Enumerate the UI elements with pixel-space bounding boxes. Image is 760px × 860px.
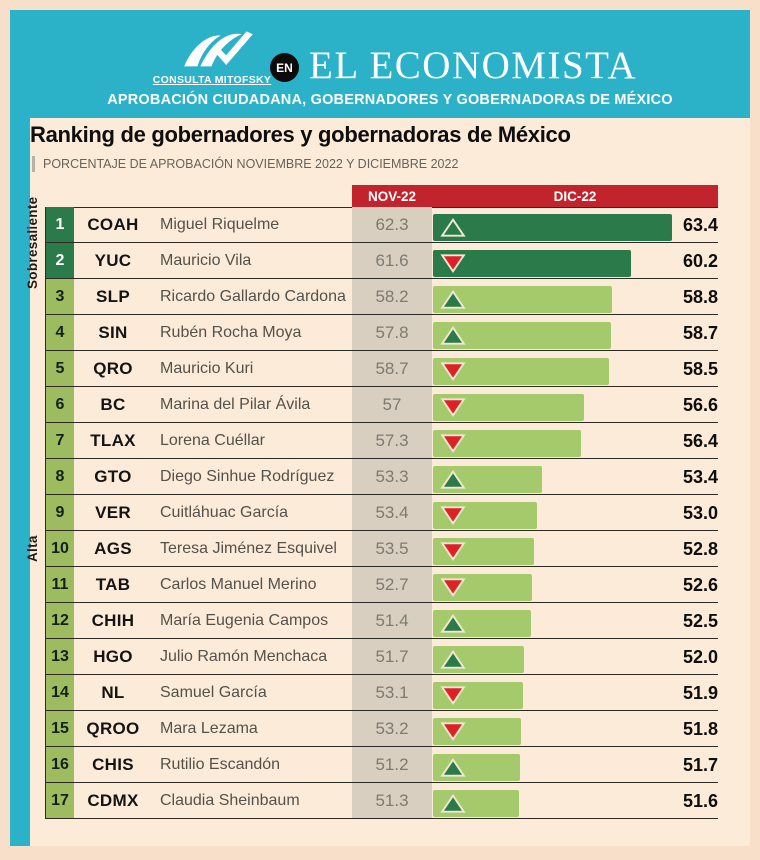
approval-bar: [433, 502, 537, 529]
nov-value: 57.8: [352, 315, 432, 351]
tier-spacer: [20, 675, 45, 711]
approval-bar: [433, 430, 581, 457]
approval-bar: [433, 682, 523, 709]
state-code: SLP: [96, 287, 130, 306]
governor-name: Teresa Jiménez Esquivel: [160, 540, 337, 557]
nov-value: 57: [352, 387, 432, 423]
rank-badge: 12: [45, 603, 74, 639]
tier-label-alta: Alta: [25, 535, 40, 563]
state-code: HGO: [93, 647, 133, 666]
approval-bar: [433, 286, 612, 313]
tier-spacer: [20, 531, 45, 567]
bar-zone: [432, 675, 718, 711]
triangle-down-icon: [440, 433, 466, 454]
governor-name: Cuitláhuac García: [160, 504, 289, 521]
rank-badge: 13: [45, 639, 74, 675]
tier-spacer: [20, 747, 45, 783]
state-code: QRO: [93, 359, 133, 378]
governor-name: Diego Sinhue Rodríguez: [160, 468, 335, 485]
governor-name: Carlos Manuel Merino: [160, 576, 317, 593]
dic-value: 53.4: [682, 466, 718, 487]
rank-badge: 16: [45, 747, 74, 783]
bar-zone: [432, 207, 718, 243]
approval-bar: [433, 466, 542, 493]
state-code: CHIH: [91, 611, 135, 630]
bar-zone: [432, 387, 718, 423]
state-code: NL: [101, 683, 125, 702]
rank-badge: 8: [45, 459, 74, 495]
dic-value: 60.2: [682, 250, 718, 271]
bar-zone: [432, 351, 718, 387]
approval-bar: [433, 610, 531, 637]
governor-name: Lorena Cuéllar: [160, 432, 265, 449]
nov-value: 62.3: [352, 207, 432, 243]
nov-value: 51.7: [352, 639, 432, 675]
table-row: [20, 459, 740, 495]
triangle-down-icon: [440, 505, 466, 526]
approval-bar: [433, 718, 521, 745]
state-code: AGS: [94, 539, 132, 558]
en-badge: EN: [270, 53, 299, 82]
state-code: YUC: [94, 251, 132, 270]
triangle-down-icon: [440, 685, 466, 706]
dic-value: 58.5: [682, 358, 718, 379]
tier-spacer: [20, 243, 45, 279]
table-row: [20, 603, 740, 639]
column-header: [352, 185, 718, 207]
triangle-up-icon: [440, 613, 466, 634]
triangle-down-icon: [440, 577, 466, 598]
bar-zone: [432, 567, 718, 603]
table-row: [20, 351, 740, 387]
table-row: [20, 423, 740, 459]
mitofsky-bird-icon: [178, 30, 266, 72]
governor-name: Julio Ramón Menchaca: [160, 648, 328, 665]
table-row: [20, 711, 740, 747]
governor-name: María Eugenia Campos: [160, 612, 329, 629]
governor-name: Ricardo Gallardo Cardona: [160, 288, 346, 305]
nov-value: 57.3: [352, 423, 432, 459]
triangle-down-icon: [440, 361, 466, 382]
nov-value: 51.4: [352, 603, 432, 639]
approval-bar: [433, 754, 520, 781]
table-row: [20, 783, 740, 819]
brand-title: EL ECONOMISTA: [309, 44, 637, 87]
nov-value: 53.4: [352, 495, 432, 531]
governor-name: Rutilio Escandón: [160, 756, 281, 773]
governor-name: Claudia Sheinbaum: [160, 792, 300, 809]
rank-badge: 10: [45, 531, 74, 567]
bar-zone: [432, 243, 718, 279]
bar-zone: [432, 603, 718, 639]
triangle-up-icon: [440, 217, 466, 238]
tier-spacer: [20, 639, 45, 675]
nov-value: 52.7: [352, 567, 432, 603]
rank-badge: 5: [45, 351, 74, 387]
governor-name: Mauricio Kuri: [160, 360, 254, 377]
triangle-up-icon: [440, 649, 466, 670]
triangle-up-icon: [440, 793, 466, 814]
nov-value: 58.7: [352, 351, 432, 387]
dic-value: 51.9: [682, 682, 718, 703]
rank-badge: 14: [45, 675, 74, 711]
nov-value: 61.6: [352, 243, 432, 279]
dic-value: 51.6: [682, 790, 718, 811]
governor-name: Mara Lezama: [160, 720, 258, 737]
table-row: [20, 243, 740, 279]
dic-value: 52.5: [682, 610, 718, 631]
nov-value: 51.2: [352, 747, 432, 783]
bar-zone: [432, 639, 718, 675]
bar-zone: [432, 423, 718, 459]
dic-value: 51.7: [682, 754, 718, 775]
bar-zone: [432, 495, 718, 531]
approval-bar: [433, 646, 524, 673]
state-code: SIN: [98, 323, 128, 342]
page-title: Ranking de gobernadores y gobernadoras de México: [30, 122, 571, 147]
page-subtitle: PORCENTAJE DE APROBACIÓN NOVIEMBRE 2022 Y DICIEMBRE 2022: [32, 156, 458, 172]
mitofsky-logo-text: CONSULTA MITOFSKY: [152, 74, 272, 86]
dic-value: 52.0: [682, 646, 718, 667]
tier-spacer: [20, 495, 45, 531]
tier-spacer: [20, 315, 45, 351]
nov-value: 51.3: [352, 783, 432, 819]
tier-spacer: [20, 351, 45, 387]
rank-badge: 6: [45, 387, 74, 423]
bar-zone: [432, 747, 718, 783]
tier-spacer: [20, 279, 45, 315]
bar-zone: [432, 711, 718, 747]
bar-zone: [432, 783, 718, 819]
state-code: CHIS: [92, 755, 134, 774]
nov-column-header: NOV-22: [367, 188, 417, 204]
triangle-up-icon: [440, 469, 466, 490]
rank-badge: 7: [45, 423, 74, 459]
nov-value: 53.1: [352, 675, 432, 711]
governor-name: Miguel Riquelme: [160, 216, 280, 233]
state-code: TLAX: [90, 431, 136, 450]
tier-spacer: [20, 207, 45, 243]
governor-name: Mauricio Vila: [160, 252, 252, 269]
tier-spacer: [20, 783, 45, 819]
approval-bar: [433, 322, 611, 349]
state-code: COAH: [87, 215, 139, 234]
state-code: TAB: [95, 575, 131, 594]
triangle-down-icon: [440, 721, 466, 742]
table-row: [20, 531, 740, 567]
approval-bar: [433, 538, 534, 565]
dic-value: 52.8: [682, 538, 718, 559]
nov-value: 53.5: [352, 531, 432, 567]
rank-badge: 17: [45, 783, 74, 819]
table-row: [20, 279, 740, 315]
table-row: [20, 315, 740, 351]
rank-badge: 1: [45, 207, 74, 243]
rank-badge: 11: [45, 567, 74, 603]
table-row: [20, 495, 740, 531]
state-code: QROO: [86, 719, 140, 738]
table-row: [20, 747, 740, 783]
tier-spacer: [20, 459, 45, 495]
rank-badge: 15: [45, 711, 74, 747]
table-row: [20, 387, 740, 423]
nov-value: 53.2: [352, 711, 432, 747]
tier-spacer: [20, 567, 45, 603]
state-code: GTO: [94, 467, 132, 486]
dic-value: 51.8: [682, 718, 718, 739]
governor-name: Marina del Pilar Ávila: [160, 396, 311, 413]
bar-zone: [432, 279, 718, 315]
tier-label-sobresaliente: Sobresaliente: [25, 196, 40, 290]
tier-spacer: [20, 387, 45, 423]
tier-spacer: [20, 603, 45, 639]
state-code: VER: [95, 503, 131, 522]
bar-zone: [432, 315, 718, 351]
dic-value: 58.7: [682, 322, 718, 343]
approval-bar: [433, 394, 584, 421]
dic-value: 58.8: [682, 286, 718, 307]
table-row: [20, 639, 740, 675]
rank-badge: 9: [45, 495, 74, 531]
tier-spacer: [20, 711, 45, 747]
dic-value: 56.4: [682, 430, 718, 451]
nov-value: 58.2: [352, 279, 432, 315]
nov-value: 53.3: [352, 459, 432, 495]
triangle-down-icon: [440, 397, 466, 418]
dic-value: 52.6: [682, 574, 718, 595]
triangle-up-icon: [440, 757, 466, 778]
rank-badge: 2: [45, 243, 74, 279]
table-row: [20, 567, 740, 603]
state-code: BC: [100, 395, 126, 414]
table-row: [20, 207, 740, 243]
triangle-down-icon: [440, 253, 466, 274]
governor-name: Samuel García: [160, 684, 267, 701]
state-code: CDMX: [87, 791, 139, 810]
table-row: [20, 675, 740, 711]
dic-value: 53.0: [682, 502, 718, 523]
bar-zone: [432, 459, 718, 495]
banner-subtitle: APROBACIÓN CIUDADANA, GOBERNADORES Y GOBERNADORAS DE MÉXICO: [107, 92, 673, 108]
dic-value: 56.6: [682, 394, 718, 415]
dic-value: 63.4: [682, 214, 718, 235]
rank-badge: 4: [45, 315, 74, 351]
approval-bar: [433, 574, 532, 601]
tier-spacer: [20, 423, 45, 459]
governor-name: Rubén Rocha Moya: [160, 324, 302, 341]
dic-column-header: DIC-22: [553, 188, 597, 204]
triangle-up-icon: [440, 289, 466, 310]
rank-badge: 3: [45, 279, 74, 315]
approval-bar: [433, 214, 672, 241]
approval-bar: [433, 358, 609, 385]
triangle-down-icon: [440, 541, 466, 562]
bar-zone: [432, 531, 718, 567]
triangle-up-icon: [440, 325, 466, 346]
approval-bar: [433, 790, 519, 817]
approval-bar: [433, 250, 631, 277]
